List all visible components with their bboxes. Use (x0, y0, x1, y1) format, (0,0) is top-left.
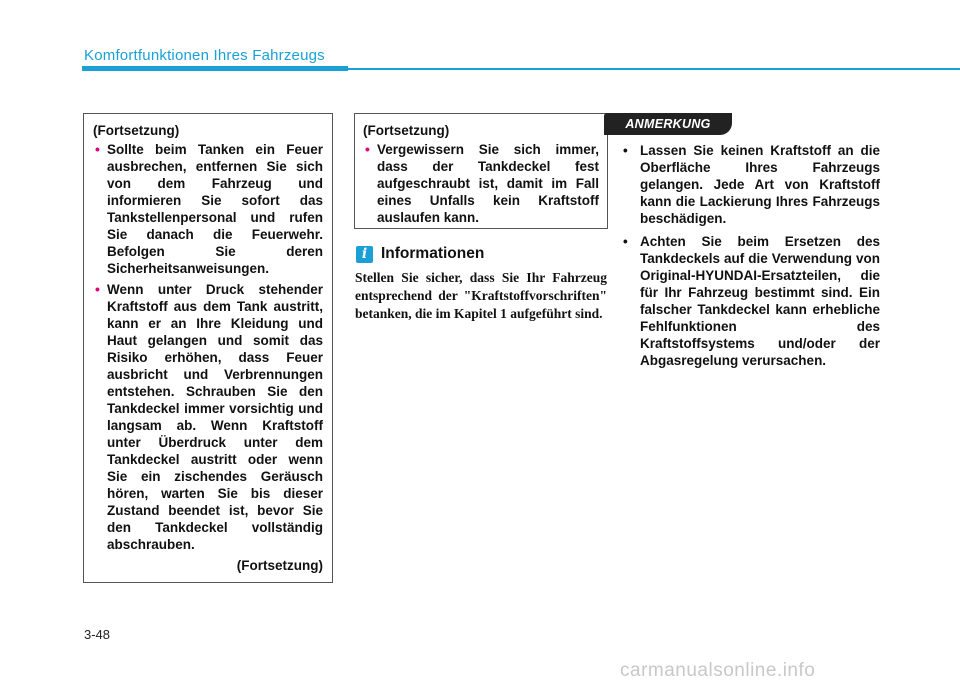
bullet-icon: • (95, 281, 100, 297)
information-title: Informationen (381, 245, 485, 262)
warning-list-2 (363, 141, 599, 226)
warning-box-2 (354, 113, 608, 229)
warning-text: Sollte beim Tanken ein Feuer ausbrechen, entfernen Sie sich von dem Fahrzeug und informieren Sie sofort das Tankstellenpersonal und rufen Sie danach die Feuerwehr. Befolgen Sie deren Sicherheitsanweisungen. (107, 142, 323, 276)
header-rule-thin (348, 68, 960, 70)
bullet-icon: • (623, 143, 628, 158)
continuation-label-top: (Fortsetzung) (93, 123, 180, 138)
note-text: Achten Sie beim Ersetzen des Tankdeckels auf die Verwendung von Original-HYUNDAI-Ersatzteilen, die für Ihr Fahrzeug bestimmt sind. Ein falscher Tankdeckel kann erhebliche Fehlfunktionen des Kraftstoffsystems und/oder der Abgasregelung verursachen. (640, 234, 880, 368)
continuation-label-top: (Fortsetzung) (363, 123, 450, 138)
note-text: Lassen Sie keinen Kraftstoff an die Oberfläche Ihres Fahrzeugs gelangen. Jede Art von Kraftstoff kann die Lackierung Ihres Fahrzeugs beschädigen. (640, 143, 880, 226)
bullet-icon: • (365, 141, 370, 157)
note-badge: ANMERKUNG (604, 113, 732, 135)
warning-list-1 (93, 141, 323, 553)
section-title: Komfortfunktionen Ihres Fahrzeugs (84, 47, 325, 64)
list-item (93, 281, 323, 553)
warning-text: Vergewissern Sie sich immer, dass der Tankdeckel fest aufgeschraubt ist, damit im Fall eines Unfalls kein Kraftstoff auslaufen kann. (377, 142, 599, 225)
list-item (620, 233, 880, 369)
watermark: carmanualsonline.info (620, 660, 816, 681)
header-rule-thick (82, 66, 348, 71)
page-number: 3-48 (84, 627, 111, 642)
bullet-icon: • (623, 234, 628, 249)
list-item (93, 141, 323, 277)
info-icon: i (356, 246, 373, 263)
bullet-icon: • (95, 141, 100, 157)
note-list (620, 142, 880, 375)
continuation-label-bottom: (Fortsetzung) (236, 558, 323, 573)
information-heading (356, 244, 484, 264)
list-item (620, 142, 880, 227)
list-item (363, 141, 599, 226)
information-text: Stellen Sie sicher, dass Sie Ihr Fahrzeug entsprechend der "Kraftstoffvorschriften" betanken, die im Kapitel 1 aufgeführt sind. (355, 270, 607, 321)
warning-text: Wenn unter Druck stehender Kraftstoff aus dem Tank austritt, kann er an Ihre Kleidung und Haut gelangen und somit das Risiko erhöhen, dass Feuer ausbricht und Verbrennungen entstehen. Schrauben Sie den Tankdeckel immer vorsichtig und langsam ab. Wenn Kraftstoff unter Überdruck unter dem Tankdeckel austritt oder wenn Sie ein zischendes Geräusch hören, warten Sie bis dieser Zustand beendet ist, bevor Sie den Tankdeckel vollständig abschrauben. (107, 282, 323, 552)
warning-box-1 (83, 113, 333, 583)
